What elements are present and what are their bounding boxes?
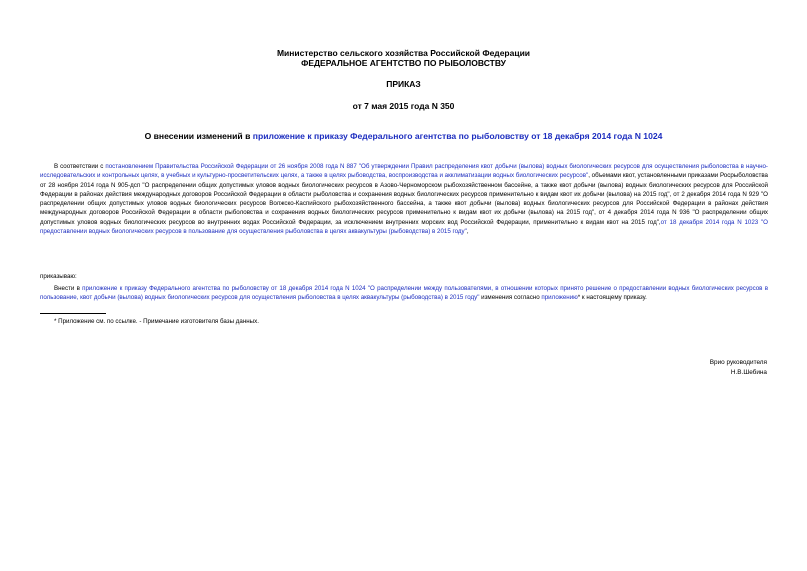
preamble-text-1: В соответствии с bbox=[54, 163, 106, 170]
preamble-text-2: , объемами квот, установленными приказами Росрыболовства от 28 ноября 2014 года N 905-дсп "О распределении общих допустимых уловов водных биологических ресурсов в Азово-Черноморском рыбохозяйственном бассейне, а также квот добычи (вылова) водных биологических ресурсов для Российской Федерации в районах действия международных договоров Российской Федерации в области рыболовства и сохранения водных биологических ресурсов применительно к видам квот их добычи (вылова) на 2015 год", от 2 декабря 2014 года N 929 "О распределении общих допустимых уловов водных биологических ресурсов Волжско-Каспийского рыбохозяйственного бассейна, а также квот добычи (вылова) водных биологических ресурсов для Российской Федерации в районах действия международных договоров Российской Федерации в области рыболовства и сохранения водных биологических ресурсов применительно к видам квот их добычи (вылова) на 2015 год", от 4 декабря 2014 года N 936 "О распределении общих допустимых уловов водных биологических ресурсов во внутренних водах Российской Федерации, за исключением внутренних морских вод Российской Федерации, применительно к видам квот на 2015 год", bbox=[40, 172, 768, 226]
document-type: ПРИКАЗ bbox=[386, 79, 421, 89]
agency-name: ФЕДЕРАЛЬНОЕ АГЕНТСТВО ПО РЫБОЛОВСТВУ bbox=[301, 58, 506, 68]
order-text-2: изменения согласно bbox=[479, 294, 542, 302]
signature-name: Н.В.Шебина bbox=[730, 369, 767, 376]
preamble-paragraph bbox=[40, 162, 768, 236]
footnote-divider bbox=[40, 313, 106, 314]
document-subject bbox=[0, 131, 807, 141]
order-word: приказываю: bbox=[40, 273, 77, 280]
preamble-link-resolution[interactable]: постановлением Правительства Российской Федерации от 26 ноября 2008 года N 887 "Об утверждении Правил распределения квот добычи (вылова) водных биологических ресурсов для осуществления рыболовства в научно-исследовательских и контрольных целях, в учебных и культурно-просветительских целях, а также в целях рыбоводства, воспроизводства и акклиматизации водных биологических ресурсов" bbox=[40, 163, 768, 180]
preamble-text-3: , bbox=[466, 228, 469, 236]
signature-position: Врио руководителя bbox=[709, 359, 767, 366]
order-link-annex[interactable]: приложению bbox=[541, 294, 578, 302]
subject-link[interactable]: приложение к приказу Федерального агентства по рыболовству от 18 декабря 2014 года N 1024 bbox=[252, 131, 663, 141]
preamble-link-order-1023[interactable]: от 18 декабря 2014 года N 1023 "О предоставлении водных биологических ресурсов в пользование для осуществления рыболовства в целях аквакультуры (рыбоводства) в 2015 году" bbox=[40, 218, 768, 236]
document-date-number: от 7 мая 2015 года N 350 bbox=[352, 101, 455, 111]
footnote: * Приложение см. по ссылке. - Примечание изготовителя базы данных. bbox=[54, 318, 259, 325]
order-link-appendix[interactable]: приложение к приказу Федерального агентства по рыболовству от 18 декабря 2014 года N 1024 "О распределении между пользователями, в отношении которых принято решение о предоставлении водных биологических ресурсов в пользование, квот добычи (вылова) водных биологических ресурсов для осуществления рыболовства в целях аквакультуры (рыбоводства) в 2015 году" bbox=[40, 285, 768, 302]
subject-prefix: О внесении изменений в bbox=[144, 131, 253, 141]
order-text-1: Внести в bbox=[54, 285, 83, 292]
ministry-name: Министерство сельского хозяйства Российской Федерации bbox=[276, 48, 531, 58]
order-paragraph bbox=[40, 284, 768, 303]
order-text-3: * к настоящему приказу. bbox=[577, 294, 647, 302]
